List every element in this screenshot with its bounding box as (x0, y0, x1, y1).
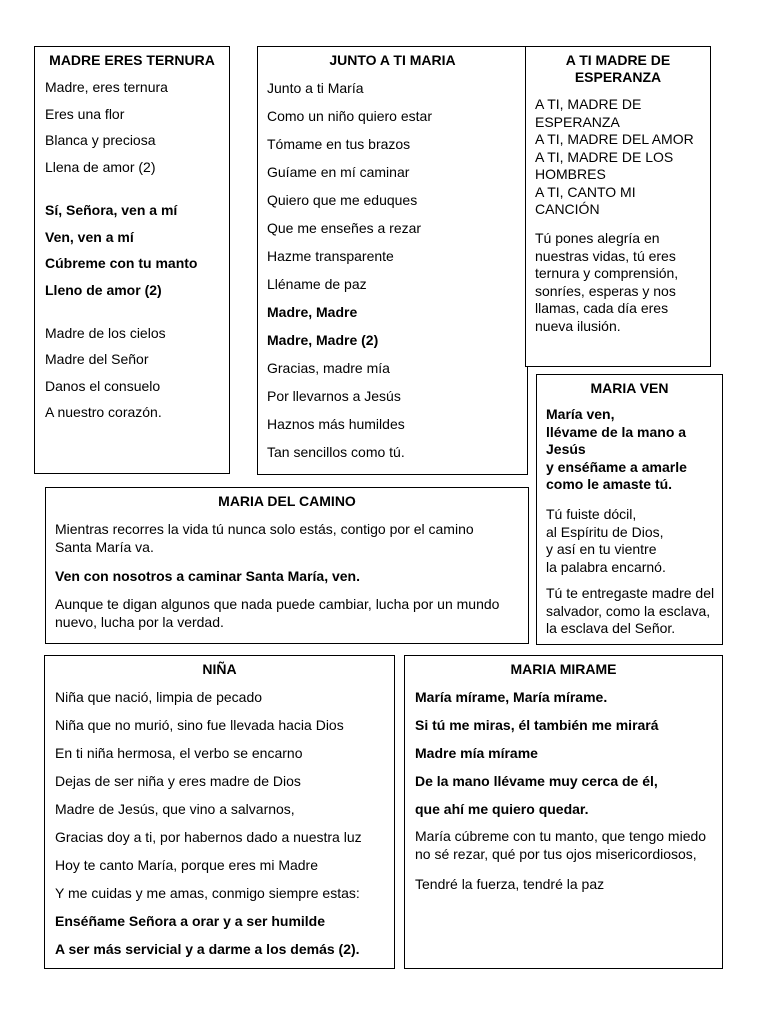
lyric-line: Tendré la fuerza, tendré la paz (415, 876, 605, 892)
lyric-line: Tan sencillos como tú. (267, 444, 405, 460)
song-maria-ven (536, 374, 723, 645)
verse (546, 506, 666, 576)
lyric-line: María cúbreme con tu manto, que tengo miedo (415, 828, 707, 844)
lyric-line: la esclava del Señor. (546, 620, 676, 636)
lyric-line: Danos el consuelo (45, 378, 161, 394)
lyric-line-chorus: De la mano llévame muy cerca de él, (415, 773, 658, 789)
lyric-line: llamas, cada día eres (535, 300, 669, 316)
lyric-line: al Espíritu de Dios, (546, 523, 664, 540)
lyric-line: CANCIÓN (535, 201, 600, 217)
lyric-line: Dejas de ser niña y eres madre de Dios (55, 773, 301, 789)
lyric-line: Hazme transparente (267, 248, 394, 264)
song-title-line: ESPERANZA (574, 69, 662, 85)
lyric-line: ternura y comprensión, (535, 265, 679, 281)
lyric-line: ESPERANZA (535, 113, 620, 130)
lyric-line: Junto a ti María (267, 80, 364, 96)
song-title (526, 52, 710, 86)
lyric-line-chorus: Madre, Madre (2) (267, 332, 379, 348)
lyric-line: sonríes, esperas y nos (535, 282, 676, 299)
lyric-line: A TI, MADRE DE (535, 96, 642, 112)
lyric-line: Mientras recorres la vida tú nunca solo estás, contigo por el camino (55, 521, 474, 537)
lyric-line: Niña que no murió, sino fue llevada hacia Dios (55, 717, 344, 733)
song-title: JUNTO A TI MARIA (329, 52, 456, 68)
lyric-line-chorus: Si tú me miras, él también me mirará (415, 717, 659, 733)
lyric-line: y así en tu vientre (546, 541, 657, 557)
chorus (546, 406, 687, 494)
lyric-line-chorus: Enséñame Señora a orar y a ser humilde (55, 913, 326, 929)
song-nina (44, 655, 395, 969)
lyric-line-chorus: Madre, Madre (267, 304, 358, 320)
lyric-line: Tú pones alegría en (535, 230, 660, 246)
lyric-line: Santa María va. (55, 538, 154, 555)
song-title: MARIA MIRAME (510, 661, 617, 677)
lyric-line: nuevo, lucha por la verdad. (55, 613, 224, 630)
lyric-line-chorus: Lleno de amor (2) (45, 282, 162, 298)
song-title: MARIA DEL CAMINO (218, 493, 356, 509)
lyric-line: A TI, MADRE DEL AMOR (535, 131, 694, 147)
lyric-line: María ven, (546, 406, 615, 422)
verse (415, 828, 706, 863)
lyric-line: la palabra encarnó. (546, 558, 666, 575)
song-title-line: A TI MADRE DE (565, 52, 671, 68)
lyric-line: salvador, como la esclava, (546, 602, 711, 619)
lyric-line: Lléname de paz (267, 276, 367, 292)
verse (546, 585, 714, 638)
song-title: MARIA VEN (590, 380, 669, 396)
lyric-line: Jesús (546, 441, 586, 457)
lyric-line-chorus: A ser más servicial y a darme a los demás (2). (55, 941, 360, 957)
song-maria-del-camino (45, 487, 529, 644)
song-a-ti-madre-de-esperanza (525, 46, 711, 367)
lyric-line: Madre de los cielos (45, 325, 166, 341)
lyric-line: y enséñame a amarle (546, 458, 687, 475)
lyric-line: Haznos más humildes (267, 416, 405, 432)
verse (55, 596, 499, 631)
lyric-line: Tómame en tus brazos (267, 136, 411, 152)
lyric-line: como le amaste tú. (546, 476, 673, 492)
lyric-line: Quiero que me eduques (267, 192, 418, 208)
lyric-line-chorus: que ahí me quiero quedar. (415, 801, 589, 817)
lyric-line-chorus: Cúbreme con tu manto (45, 255, 198, 271)
lyric-line: Niña que nació, limpia de pecado (55, 689, 263, 705)
lyric-line: Que me enseñes a rezar (267, 220, 422, 236)
lyric-line: llévame de la mano a (546, 423, 687, 440)
lyric-line: Aunque te digan algunos que nada puede cambiar, lucha por un mundo (55, 596, 500, 612)
verse (535, 96, 694, 219)
lyric-line: Por llevarnos a Jesús (267, 388, 401, 404)
lyric-line: Madre de Jesús, que vino a salvarnos, (55, 801, 295, 817)
lyric-line: Como un niño quiero estar (267, 108, 432, 124)
song-maria-mirame (404, 655, 723, 969)
lyric-line: Llena de amor (2) (45, 159, 156, 175)
lyric-line: Madre del Señor (45, 351, 149, 367)
lyric-line: Guíame en mí caminar (267, 164, 410, 180)
song-title: NIÑA (202, 661, 237, 677)
lyric-line: Hoy te canto María, porque eres mi Madre (55, 857, 319, 873)
lyric-line-chorus: Ven con nosotros a caminar Santa María, ven. (55, 568, 360, 584)
lyric-line: nuestras vidas, tú eres (535, 247, 676, 264)
lyric-line: A TI, CANTO MI (535, 183, 636, 200)
verse (55, 521, 474, 556)
lyric-line: no sé rezar, qué por tus ojos misericordiosos, (415, 845, 697, 862)
lyric-line: Tú te entregaste madre del (546, 585, 715, 601)
lyric-line: Gracias doy a ti, por habernos dado a nuestra luz (55, 829, 362, 845)
lyric-line: nueva ilusión. (535, 317, 621, 334)
verse (535, 230, 678, 335)
lyric-line-chorus: Ven, ven a mí (45, 229, 134, 245)
lyric-line: HOMBRES (535, 166, 606, 182)
lyric-line-chorus: Madre mía mírame (415, 745, 538, 761)
lyric-line: Gracias, madre mía (267, 360, 390, 376)
lyric-line: A nuestro corazón. (45, 404, 162, 420)
lyric-line: Y me cuidas y me amas, conmigo siempre estas: (55, 885, 360, 901)
lyric-line-chorus: Sí, Señora, ven a mí (45, 202, 178, 218)
lyric-line: Eres una flor (45, 106, 125, 122)
lyric-line: Blanca y preciosa (45, 132, 156, 148)
lyric-line: En ti niña hermosa, el verbo se encarno (55, 745, 303, 761)
lyric-line: Tú fuiste dócil, (546, 506, 637, 522)
song-junto-a-ti-maria (257, 46, 528, 475)
song-madre-eres-ternura (34, 46, 230, 474)
lyric-line: A TI, MADRE DE LOS (535, 148, 674, 165)
lyric-line: Madre, eres ternura (45, 79, 168, 95)
song-title: MADRE ERES TERNURA (49, 52, 215, 68)
lyric-line-chorus: María mírame, María mírame. (415, 689, 608, 705)
